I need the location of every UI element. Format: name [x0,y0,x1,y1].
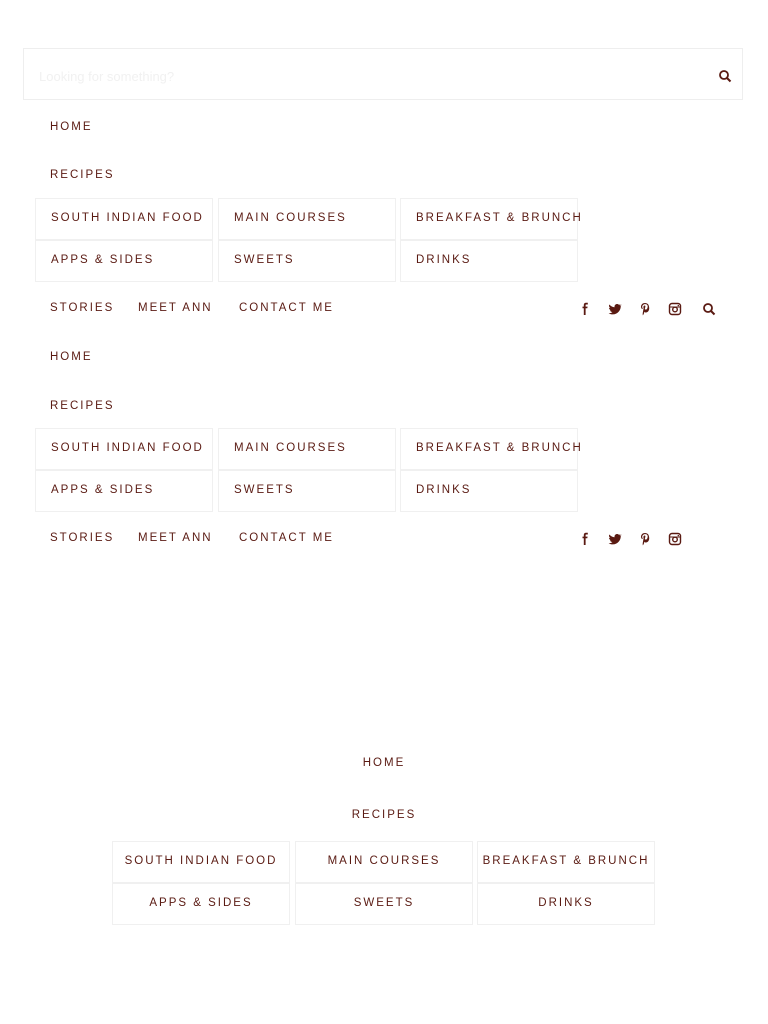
nav-stories[interactable]: STORIES [50,532,115,544]
search-icon[interactable] [702,302,716,316]
submenu-item-breakfast-brunch[interactable] [477,841,655,883]
submenu-label: MAIN COURSES [234,442,347,454]
submenu-label: BREAKFAST & BRUNCH [416,212,583,224]
submenu-label: SOUTH INDIAN FOOD [124,855,278,867]
submenu-item-apps-sides[interactable] [35,470,213,512]
submenu-item-sweets[interactable] [218,470,396,512]
nav-recipes[interactable]: RECIPES [351,809,417,821]
submenu-label: DRINKS [416,254,472,266]
submenu-label: DRINKS [416,484,472,496]
twitter-icon[interactable] [608,302,622,316]
submenu-item-breakfast-brunch[interactable] [400,198,583,240]
submenu-item-drinks[interactable] [400,470,578,512]
submenu-label: DRINKS [538,897,594,909]
submenu-label: BREAKFAST & BRUNCH [482,855,650,867]
submenu-item-south-indian-food[interactable] [112,841,290,883]
nav-contact-me[interactable]: CONTACT ME [239,302,334,314]
pinterest-icon[interactable] [638,302,652,316]
nav-home[interactable]: HOME [362,757,406,769]
submenu-label: SOUTH INDIAN FOOD [51,212,204,224]
submenu-label: SOUTH INDIAN FOOD [51,442,204,454]
search-bar [23,48,743,100]
nav-home[interactable]: HOME [50,121,93,133]
submenu-label: MAIN COURSES [234,212,347,224]
submenu-label: SWEETS [234,484,295,496]
submenu-label: MAIN COURSES [327,855,441,867]
instagram-icon[interactable] [668,532,682,546]
submenu-item-south-indian-food[interactable] [35,428,213,470]
submenu-label: BREAKFAST & BRUNCH [416,442,583,454]
submenu-label: APPS & SIDES [149,897,253,909]
submenu-item-main-courses[interactable] [218,428,396,470]
submenu-item-sweets[interactable] [295,883,473,925]
submenu-label: APPS & SIDES [51,254,155,266]
nav-stories[interactable]: STORIES [50,302,115,314]
nav-home[interactable]: HOME [50,351,93,363]
submenu-label: SWEETS [353,897,415,909]
submenu-item-drinks[interactable] [400,240,578,282]
facebook-icon[interactable] [578,302,592,316]
nav-meet-ann[interactable]: MEET ANN [138,532,213,544]
nav-contact-me[interactable]: CONTACT ME [239,532,334,544]
submenu-item-drinks[interactable] [477,883,655,925]
submenu-label: SWEETS [234,254,295,266]
nav-recipes[interactable]: RECIPES [50,400,115,412]
submenu-item-breakfast-brunch[interactable] [400,428,583,470]
submenu-item-main-courses[interactable] [295,841,473,883]
nav-recipes[interactable]: RECIPES [50,169,115,181]
nav-meet-ann[interactable]: MEET ANN [138,302,213,314]
search-icon[interactable] [718,69,732,83]
facebook-icon[interactable] [578,532,592,546]
instagram-icon[interactable] [668,302,682,316]
submenu-label: APPS & SIDES [51,484,155,496]
submenu-item-apps-sides[interactable] [112,883,290,925]
submenu-item-sweets[interactable] [218,240,396,282]
submenu-item-main-courses[interactable] [218,198,396,240]
pinterest-icon[interactable] [638,532,652,546]
search-input[interactable] [37,65,681,87]
submenu-item-south-indian-food[interactable] [35,198,213,240]
submenu-item-apps-sides[interactable] [35,240,213,282]
twitter-icon[interactable] [608,532,622,546]
